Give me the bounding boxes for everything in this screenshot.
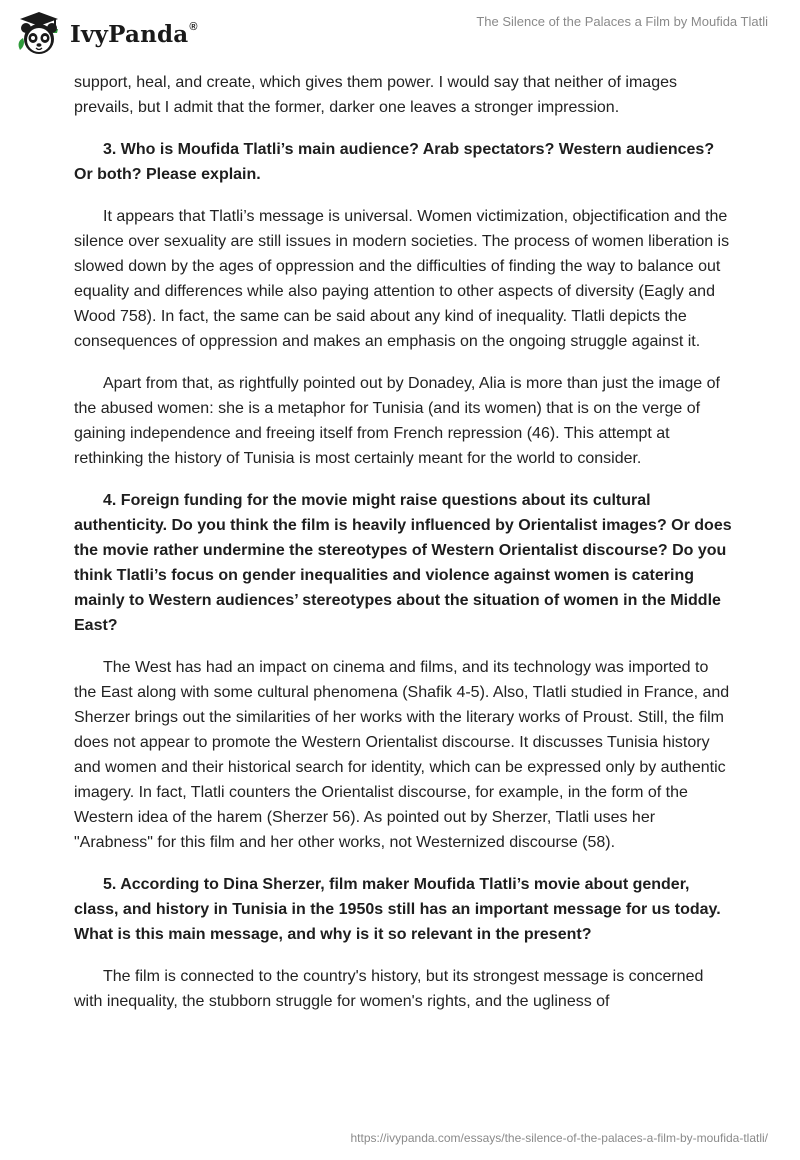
essay-body <box>74 70 734 1031</box>
page-header <box>0 0 800 70</box>
document-title: The Silence of the Palaces a Film by Moufida Tlatli <box>476 14 768 29</box>
answer-3-paragraph-2: Apart from that, as rightfully pointed out by Donadey, Alia is more than just the image of the abused women: she is a metaphor for Tunisia (and its women) that is on the verge of gaining independence and freeing itself from French repression (46). This attempt at rethinking the history of Tunisia is most certainly meant for the world to consider. <box>74 375 720 467</box>
answer-5-paragraph-1: The film is connected to the country's history, but its strongest message is concerned with inequality, the stubborn struggle for women's rights, and the ugliness of <box>74 968 704 1010</box>
answer-3-paragraph-1: It appears that Tlatli’s message is universal. Women victimization, objectification and the silence over sexuality are still issues in modern societies. The process of women liberation is slowed down by the ages of oppression and the difficulties of finding the way to balance out equality and differences while also paying attention to other aspects of diversity (Eagly and Wood 758). In fact, the same can be said about any kind of inequality. Tlatli depicts the consequences of oppression and makes an emphasis on the ongoing struggle against it. <box>74 208 730 350</box>
question-4: 4. Foreign funding for the movie might raise questions about its cultural authenticity. Do you think the film is heavily influenced by Orientalist images? Or does the movie rather undermine the stereotypes of Western Orientalist discourse? Do you think Tlatli’s focus on gender inequalities and violence against women is catering mainly to Western audiences’ stereotypes about the situation of women in the Middle East? <box>74 492 732 634</box>
answer-4-paragraph-1: The West has had an impact on cinema and films, and its technology was imported to the East along with some cultural phenomena (Shafik 4-5). Also, Tlatli studied in France, and Sherzer brings out the similarities of her works with the literary works of Proust. Still, the film does not appear to promote the Western Orientalist discourse. It discusses Tunisia history and women and their historical search for identity, which can be expressed only by authentic imagery. In fact, Tlatli counters the Orientalist discourse, for example, in the form of the Western idea of the harem (Sherzer 56). As pointed out by Sherzer, Tlatli uses her "Arabness" for this film and her other works, not Westernized discourse (58). <box>74 659 730 851</box>
trademark-mark: ® <box>189 20 198 33</box>
panda-graduate-icon <box>14 10 64 58</box>
question-5: 5. According to Dina Sherzer, film maker Moufida Tlatli’s movie about gender, class, and history in Tunisia in the 1950s still has an important message for us today. What is this main message, and why is it so relevant in the present? <box>74 876 721 943</box>
question-3: 3. Who is Moufida Tlatli’s main audience? Arab spectators? Western audiences? Or both? Please explain. <box>74 141 715 183</box>
source-url-link[interactable]: https://ivypanda.com/essays/the-silence-of-the-palaces-a-film-by-moufida-tlatli/ <box>350 1131 768 1145</box>
paragraph-continued: support, heal, and create, which gives them power. I would say that neither of images prevails, but I admit that the former, darker one leaves a stronger impression. <box>74 74 677 116</box>
brand-name: IvyPanda® <box>70 20 198 48</box>
ivypanda-logo[interactable] <box>14 10 234 58</box>
